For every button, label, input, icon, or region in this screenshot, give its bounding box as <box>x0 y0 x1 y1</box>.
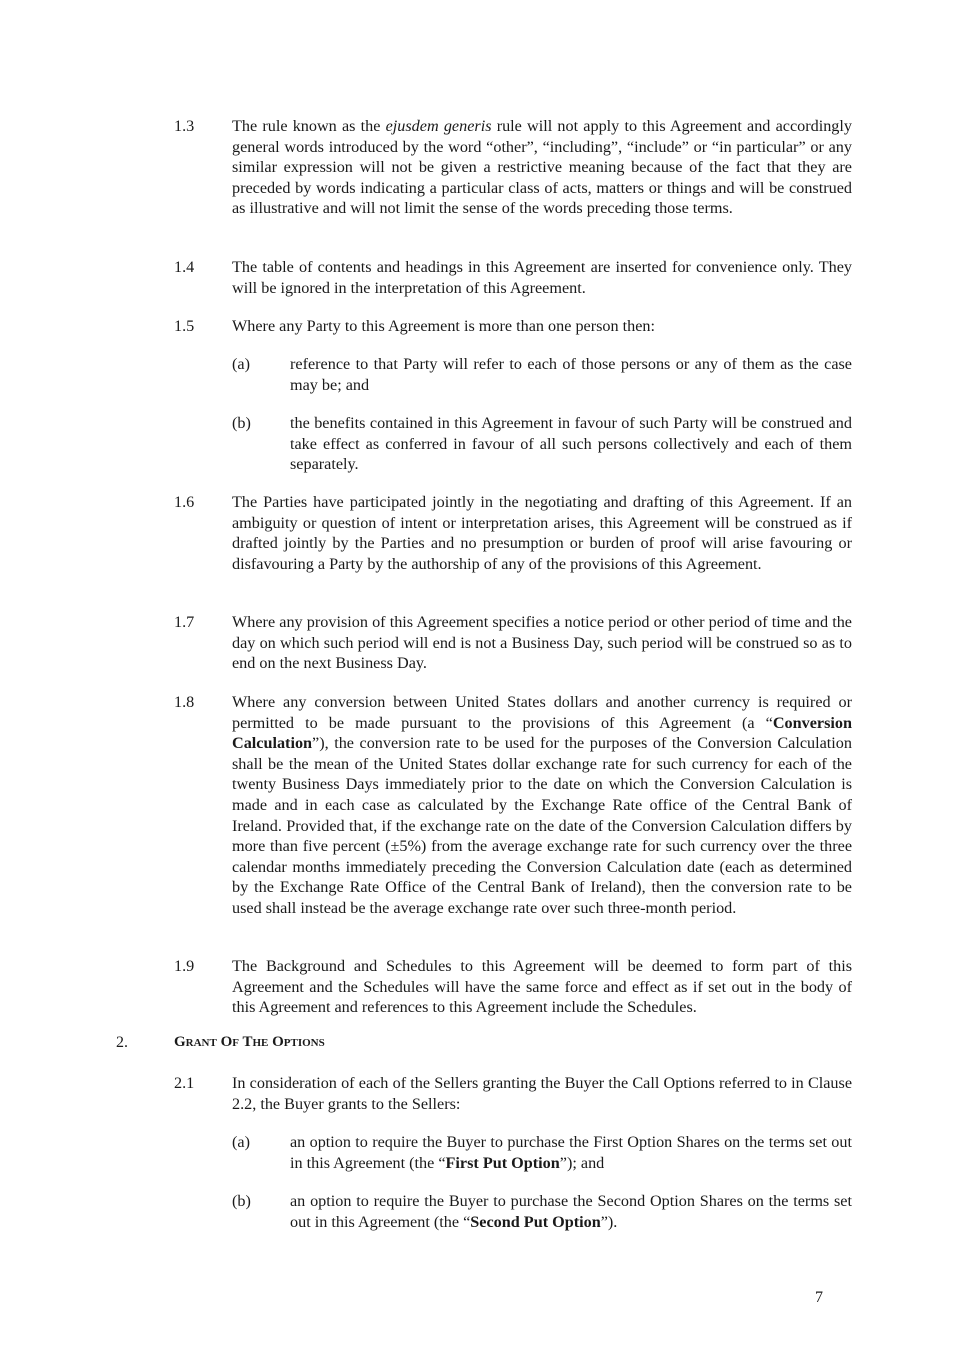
clause-1-4 <box>174 257 852 298</box>
clause-number: 1.4 <box>174 258 195 276</box>
clause-number: 1.3 <box>174 117 195 135</box>
clause-number: 1.9 <box>174 957 195 975</box>
subclause-letter: (a) <box>232 355 250 373</box>
clause-1-3 <box>174 116 852 219</box>
clause-text: Where any provision of this Agreement specifies a notice period or other period of time and the day on which such period will end is not a Business Day, such period will be construed so as to end on the next Business Day. <box>232 613 852 673</box>
clause-2-1-b <box>232 1191 852 1232</box>
clause-1-5-b <box>232 413 852 475</box>
clause-number: 1.7 <box>174 613 195 631</box>
clause-1-6 <box>174 492 852 574</box>
subclause-text: the benefits contained in this Agreement in favour of such Party will be construed and take effect as conferred in favour of all such persons collectively and each of them separately. <box>290 414 852 474</box>
subclause-letter: (a) <box>232 1133 250 1151</box>
clause-1-9 <box>174 956 852 1018</box>
subclause-letter: (b) <box>232 414 251 432</box>
clause-2-1 <box>174 1073 852 1114</box>
clause-number: 1.8 <box>174 693 195 711</box>
clause-text: The table of contents and headings in this Agreement are inserted for convenience only. They will be ignored in the interpretation of this Agreement. <box>232 258 852 297</box>
clause-text: Where any Party to this Agreement is more than one person then: <box>232 317 656 335</box>
clause-text: Where any conversion between United States dollars and another currency is required or permitted to be made pursuant to the provisions of this Agreement (a “Conversion Calculation”), the conversion rate to be used for the purposes of the Conversion Calculation shall be the mean of the United States dollar exchange rate for such currency for each of the twenty Business Days immediately prior to the date on which the Conversion Calculation is made and in each case as calculated by the Exchange Rate office of the Central Bank of Ireland. Provided that, if the exchange rate on the date of the Conversion Calculation differs by more than five percent (±5%) from the average exchange rate for such currency over the three calendar months immediately preceding the Conversion Calculation date (each as determined by the Exchange Rate Office of the Central Bank of Ireland), then the conversion rate to be used shall instead be the average exchange rate over such three-month period. <box>232 693 852 917</box>
clause-text: The Background and Schedules to this Agreement will be deemed to form part of this Agreement and the Schedules will have the same force and effect as if set out in the body of this Agreement and references to this Agreement include the Schedules. <box>232 957 852 1017</box>
clause-text: The Parties have participated jointly in the negotiating and drafting of this Agreement. If an ambiguity or question of intent or interpretation arises, this Agreement will be construed as if drafted jointly by the Parties and no presumption or burden of proof will arise favouring or disfavouring a Party by the authorship of any of the provisions of this Agreement. <box>232 493 852 573</box>
clause-number: 1.6 <box>174 493 195 511</box>
subclause-text: an option to require the Buyer to purchase the Second Option Shares on the terms set out in this Agreement (the “Second Put Option”). <box>290 1192 852 1231</box>
clause-1-7 <box>174 612 852 674</box>
clause-number: 1.5 <box>174 317 195 335</box>
subclause-text: reference to that Party will refer to each of those persons or any of them as the case may be; and <box>290 355 852 394</box>
section-number: 2. <box>116 1034 128 1051</box>
clause-text: In consideration of each of the Sellers granting the Buyer the Call Options referred to in Clause 2.2, the Buyer grants to the Sellers: <box>232 1074 852 1113</box>
clause-1-8 <box>174 692 852 919</box>
clause-number: 2.1 <box>174 1074 195 1092</box>
subclause-letter: (b) <box>232 1192 251 1210</box>
clause-2-1-a <box>232 1132 852 1173</box>
page-number: 7 <box>815 1289 823 1306</box>
section-title: Grant Of The Options <box>174 1034 325 1050</box>
clause-1-5-a <box>232 354 852 395</box>
subclause-text: an option to require the Buyer to purchase the First Option Shares on the terms set out in this Agreement (the “First Put Option”); and <box>290 1133 852 1172</box>
clause-1-5 <box>174 316 852 337</box>
clause-text: The rule known as the ejusdem generis rule will not apply to this Agreement and accordingly general words introduced by the word “other”, “including”, “include” or “in particular” or any similar expression will not be given a restrictive meaning because of the fact that they are preceded by words indicating a particular class of acts, matters or things and will be construed as illustrative and will not limit the sense of the words preceding those terms. <box>232 117 852 218</box>
